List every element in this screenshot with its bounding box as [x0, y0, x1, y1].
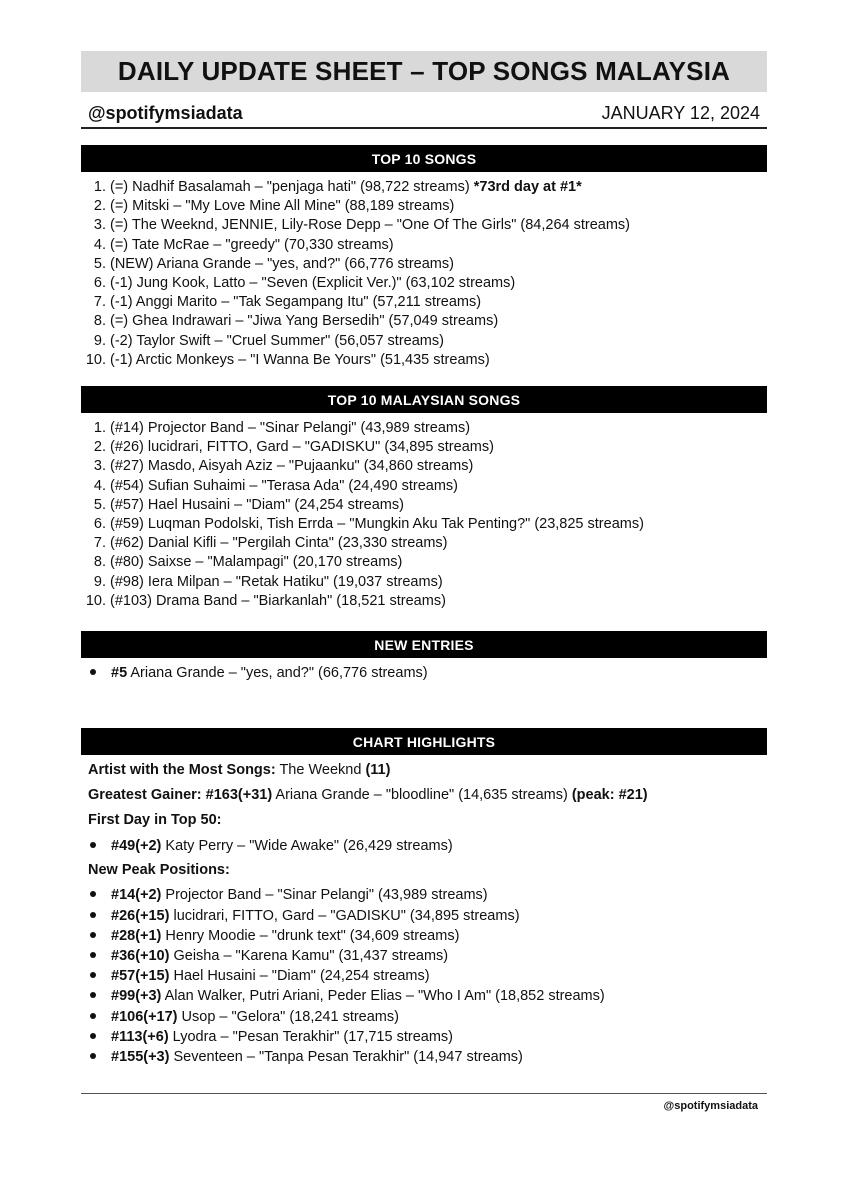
- list-item: [81, 351, 767, 370]
- rank-number: 5.: [93, 255, 106, 272]
- song-entry: [110, 255, 454, 274]
- entry-text: [111, 966, 430, 986]
- song-text: Lyodra – "Pesan Terakhir" (17,715 streams): [168, 1028, 453, 1045]
- rank-number: 6.: [93, 275, 106, 292]
- highlights-heading: CHART HIGHLIGHTS: [81, 728, 767, 755]
- song-text: (-1) Jung Kook, Latto – "Seven (Explicit Ver.)" (63,102 streams): [110, 275, 516, 292]
- song-entry: [110, 496, 404, 515]
- chart-position: #155(+3): [111, 1049, 170, 1066]
- song-entry: [110, 438, 494, 457]
- rank-number: 2.: [93, 198, 106, 215]
- sheet-date: JANUARY 12, 2024: [601, 103, 760, 123]
- list-item: [81, 1027, 767, 1047]
- list-item: [81, 515, 767, 534]
- song-text: Seventeen – "Tanpa Pesan Terakhir" (14,947 streams): [169, 1049, 523, 1066]
- first-day-label: First Day in Top 50:: [88, 812, 222, 829]
- bullet-icon: [90, 669, 96, 675]
- rank-number: 3.: [93, 217, 106, 234]
- list-item: [81, 496, 767, 515]
- update-sheet: [81, 51, 767, 1067]
- chart-position: #26(+15): [111, 907, 170, 924]
- song-text: (#98) Iera Milpan – "Retak Hatiku" (19,037 streams): [110, 573, 443, 590]
- rank-number: 8.: [93, 313, 106, 330]
- list-item: [81, 216, 767, 235]
- bullet-icon: [90, 952, 96, 958]
- bullet-icon: [90, 1033, 96, 1039]
- rank-number: 7.: [93, 535, 106, 552]
- most-songs-artist: The Weeknd: [275, 762, 366, 779]
- sheet-title: DAILY UPDATE SHEET – TOP SONGS MALAYSIA: [81, 51, 767, 92]
- song-text: Henry Moodie – "drunk text" (34,609 streams): [161, 927, 460, 944]
- song-text: (NEW) Ariana Grande – "yes, and?" (66,776 streams): [110, 255, 454, 272]
- song-text: (=) Tate McRae – "greedy" (70,330 streams): [110, 236, 394, 253]
- list-item: [81, 592, 767, 611]
- rank-number: 10.: [85, 351, 106, 368]
- list-item: [81, 986, 767, 1006]
- new-entries-heading: NEW ENTRIES: [81, 631, 767, 658]
- bullet-icon: [90, 992, 96, 998]
- entry-text: [111, 885, 488, 905]
- song-text: Hael Husaini – "Diam" (24,254 streams): [169, 968, 430, 985]
- gainer-peak: (peak: #21): [571, 787, 648, 804]
- new-entries-list: [81, 663, 767, 683]
- list-item: [81, 293, 767, 312]
- chart-position: #113(+6): [111, 1028, 169, 1045]
- song-entry: [110, 477, 458, 496]
- list-item: [81, 553, 767, 572]
- song-text: (#14) Projector Band – "Sinar Pelangi" (43,989 streams): [110, 420, 471, 437]
- top10-heading: TOP 10 SONGS: [81, 145, 767, 172]
- song-entry: [110, 312, 498, 331]
- entry-text: [111, 1047, 523, 1067]
- footer-handle: @spotifymsiadata: [663, 1100, 758, 1112]
- song-entry: [110, 419, 470, 438]
- song-entry: [110, 592, 446, 611]
- rank-number: 8.: [93, 554, 106, 571]
- rank-number: 10.: [85, 592, 106, 609]
- chart-position: #14(+2): [111, 887, 162, 904]
- song-text: (=) Mitski – "My Love Mine All Mine" (88,189 streams): [110, 198, 455, 215]
- bullet-icon: [90, 972, 96, 978]
- list-item: [81, 1007, 767, 1027]
- song-entry: [110, 573, 443, 592]
- chart-position: #99(+3): [111, 988, 162, 1005]
- bullet-icon: [90, 891, 96, 897]
- song-text: Geisha – "Karena Kamu" (31,437 streams): [169, 948, 449, 965]
- list-item: [81, 966, 767, 986]
- most-songs-label: Artist with the Most Songs:: [88, 762, 276, 779]
- bullet-icon: [90, 912, 96, 918]
- chart-position: #57(+15): [111, 968, 170, 985]
- list-item: [81, 255, 767, 274]
- chart-position: #36(+10): [111, 948, 170, 965]
- song-text: (#80) Saixse – "Malampagi" (20,170 streams): [110, 554, 403, 571]
- song-text: Ariana Grande – "yes, and?" (66,776 streams): [127, 665, 428, 682]
- song-text: (#103) Drama Band – "Biarkanlah" (18,521 streams): [110, 592, 446, 609]
- chart-position: #28(+1): [111, 927, 162, 944]
- list-item: [81, 836, 767, 856]
- chart-position: #106(+17): [111, 1008, 178, 1025]
- song-text: lucidrari, FITTO, Gard – "GADISKU" (34,895 streams): [169, 907, 520, 924]
- song-text: Usop – "Gelora" (18,241 streams): [177, 1008, 399, 1025]
- song-text: (#59) Luqman Podolski, Tish Errda – "Mungkin Aku Tak Penting?" (23,825 streams): [110, 516, 644, 533]
- list-item: [81, 1047, 767, 1067]
- list-item: [81, 477, 767, 496]
- list-item: [81, 457, 767, 476]
- rank-number: 1.: [93, 420, 106, 437]
- list-item: [81, 906, 767, 926]
- first-day-list: [81, 836, 767, 856]
- rank-number: 9.: [93, 332, 106, 349]
- song-text: Katy Perry – "Wide Awake" (26,429 streams): [161, 838, 453, 855]
- gainer-text: Ariana Grande – "bloodline" (14,635 streams): [272, 787, 572, 804]
- song-text: (#54) Sufian Suhaimi – "Terasa Ada" (24,490 streams): [110, 477, 458, 494]
- bullet-icon: [90, 1053, 96, 1059]
- rank-number: 6.: [93, 516, 106, 533]
- list-item: [81, 438, 767, 457]
- malaysian-list: [81, 419, 767, 611]
- new-peaks-list: [81, 885, 767, 1067]
- song-text: (#27) Masdo, Aisyah Aziz – "Pujaanku" (34,860 streams): [110, 458, 474, 475]
- bullet-icon: [90, 1013, 96, 1019]
- rank-number: 3.: [93, 458, 106, 475]
- rank-number: 7.: [93, 294, 106, 311]
- song-text: Projector Band – "Sinar Pelangi" (43,989 streams): [161, 887, 488, 904]
- song-entry: [110, 216, 630, 235]
- rank-number: 5.: [93, 496, 106, 513]
- song-entry: [110, 351, 490, 370]
- rank-number: 1.: [93, 179, 106, 195]
- song-text: (=) The Weeknd, JENNIE, Lily-Rose Depp – "One Of The Girls" (84,264 streams): [110, 217, 631, 234]
- song-entry: [110, 178, 582, 197]
- song-entry: [110, 457, 473, 476]
- song-text: (=) Ghea Indrawari – "Jiwa Yang Bersedih" (57,049 streams): [110, 313, 499, 330]
- list-item: [81, 534, 767, 553]
- song-entry: [110, 236, 394, 255]
- most-songs-line: [81, 760, 767, 780]
- entry-text: [111, 836, 453, 856]
- song-text: (#26) lucidrari, FITTO, Gard – "GADISKU" (34,895 streams): [110, 439, 494, 456]
- song-text: (-1) Anggi Marito – "Tak Segampang Itu" (57,211 streams): [110, 294, 482, 311]
- malaysian-heading: TOP 10 MALAYSIAN SONGS: [81, 386, 767, 413]
- list-item: [81, 178, 767, 197]
- greatest-gainer-line: [81, 785, 767, 805]
- song-entry: [110, 553, 402, 572]
- chart-position: #5: [111, 665, 128, 682]
- song-text: (=) Nadhif Basalamah – "penjaga hati" (98,722 streams): [110, 179, 470, 195]
- entry-text: [111, 986, 605, 1006]
- list-item: [81, 197, 767, 216]
- song-entry: [110, 534, 448, 553]
- list-item: [81, 885, 767, 905]
- entry-text: [111, 906, 520, 926]
- entry-text: [111, 926, 459, 946]
- chart-position: #49(+2): [111, 838, 162, 855]
- rank-number: 4.: [93, 236, 106, 253]
- meta-row: [81, 92, 767, 129]
- song-text: (#62) Danial Kifli – "Pergilah Cinta" (23,330 streams): [110, 535, 448, 552]
- footer-divider: [81, 1093, 767, 1094]
- entry-text: [111, 1027, 453, 1047]
- gainer-label: Greatest Gainer: #163(+31): [88, 787, 273, 804]
- rank-number: 9.: [93, 573, 106, 590]
- bullet-icon: [90, 932, 96, 938]
- song-entry: [110, 515, 644, 534]
- song-entry: [110, 332, 444, 351]
- entry-text: [111, 946, 448, 966]
- song-text: Alan Walker, Putri Ariani, Peder Elias – "Who I Am" (18,852 streams): [161, 988, 605, 1005]
- list-item: [81, 332, 767, 351]
- song-entry: [110, 197, 454, 216]
- song-text: (#57) Hael Husaini – "Diam" (24,254 streams): [110, 496, 404, 513]
- song-text: (-1) Arctic Monkeys – "I Wanna Be Yours" (51,435 streams): [110, 351, 490, 368]
- song-text: (-2) Taylor Swift – "Cruel Summer" (56,057 streams): [110, 332, 444, 349]
- account-handle: @spotifymsiadata: [88, 103, 243, 123]
- entry-text: [111, 663, 428, 683]
- list-item: [81, 312, 767, 331]
- song-entry: [110, 274, 515, 293]
- song-note: *73rd day at #1*: [473, 179, 582, 195]
- new-peaks-label: New Peak Positions:: [88, 862, 230, 879]
- list-item: [81, 419, 767, 438]
- song-entry: [110, 293, 481, 312]
- bullet-icon: [90, 842, 96, 848]
- top10-list: [81, 178, 767, 370]
- rank-number: 4.: [93, 477, 106, 494]
- list-item: [81, 274, 767, 293]
- rank-number: 2.: [93, 439, 106, 456]
- list-item: [81, 946, 767, 966]
- list-item: [81, 573, 767, 592]
- most-songs-count: (11): [365, 762, 391, 779]
- list-item: [81, 663, 767, 683]
- entry-text: [111, 1007, 399, 1027]
- list-item: [81, 236, 767, 255]
- list-item: [81, 926, 767, 946]
